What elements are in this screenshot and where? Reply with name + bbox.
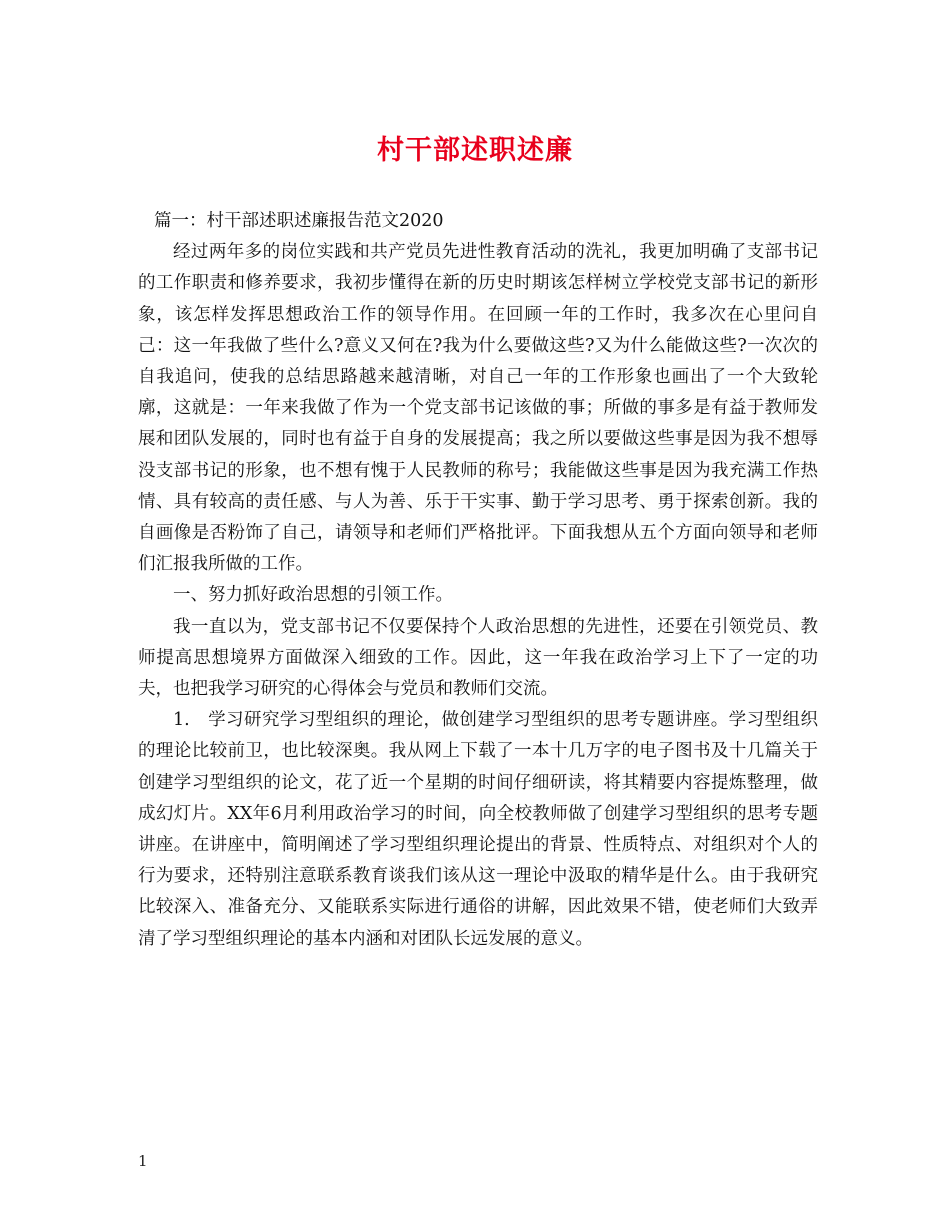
section-heading-1: 一、努力抓好政治思想的引领工作。: [173, 585, 453, 606]
paragraph-item-1: 1. 学习研究学习型组织的理论，做创建学习型组织的思考专题讲座。学习型组织的理论比较前卫，也比较深奥。我从网上下载了一本十几万字的电子图书及十几篇关于创建学习型组织的论文，花了近一个星期的时间仔细研读，将其精要内容提炼整理，做成幻灯片。XX年6月利用政治学习的时间，向全校教师做了创建学习型组织的思考专题讲座。在讲座中，简明阐述了学习型组织理论提出的背景、性质特点、对组织对个人的行为要求，还特别注意联系教育谈我们该从这一理论中汲取的精华是什么。由于我研究比较深入、准备充分、又能联系实际进行通俗的讲解，因此效果不错，使老师们大致弄清了学习型组织理论的基本内涵和对团队长远发展的意义。: [138, 710, 818, 949]
page-number: 1: [138, 1152, 148, 1170]
section-subtitle: 篇一：村干部述职述廉报告范文2020: [154, 211, 444, 231]
document-title: 村干部述职述廉: [377, 135, 573, 166]
paragraph-political-guidance: 我一直以为，党支部书记不仅要保持个人政治思想的先进性，还要在引领党员、教师提高思想境界方面做深入细致的工作。因此，这一年我在政治学习上下了一定的功夫，也把我学习研究的心得体会与党员和教师们交流。: [138, 616, 818, 700]
paragraph-intro: 经过两年多的岗位实践和共产党员先进性教育活动的洗礼，我更加明确了支部书记的工作职责和修养要求，我初步懂得在新的历史时期该怎样树立学校党支部书记的新形象，该怎样发挥思想政治工作的领导作用。在回顾一年的工作时，我多次在心里问自己：这一年我做了些什么?意义又何在?我为什么要做这些?又为什么能做这些?一次次的自我追问，使我的总结思路越来越清晰，对自己一年的工作形象也画出了一个大致轮廓，这就是：一年来我做了作为一个党支部书记该做的事；所做的事多是有益于教师发展和团队发展的，同时也有益于自身的发展提高；我之所以要做这些事是因为我不想辱没支部书记的形象，也不想有愧于人民教师的称号；我能做这些事是因为我充满工作热情、具有较高的责任感、与人为善、乐于干实事、勤于学习思考、勇于探索创新。我的自画像是否粉饰了自己，请领导和老师们严格批评。下面我想从五个方面向领导和老师们汇报我所做的工作。: [138, 242, 818, 575]
document-body: [138, 206, 818, 955]
